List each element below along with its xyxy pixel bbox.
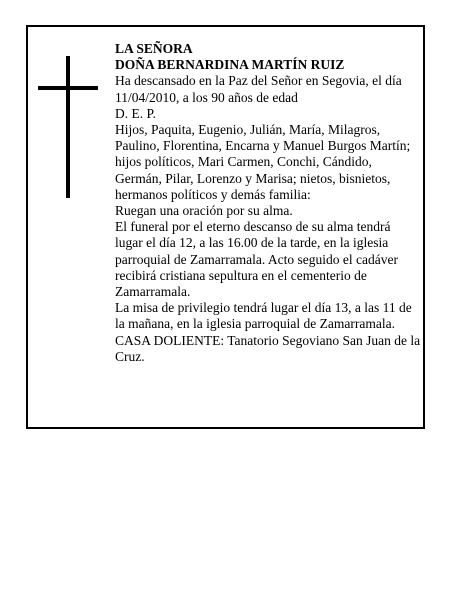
mass-details: La misa de privilegio tendrá lugar el día 13, a las 11 de la mañana, en la iglesia parroquial de Zamarramala. bbox=[115, 300, 412, 332]
deceased-name: DOÑA BERNARDINA MARTÍN RUIZ bbox=[115, 57, 345, 73]
prayer-request: Ruegan una oración por su alma. bbox=[115, 203, 293, 219]
rip-line: D. E. P. bbox=[115, 105, 156, 121]
notice-body bbox=[115, 41, 421, 365]
funeral-details: El funeral por el eterno descanso de su alma tendrá lugar el día 12, a las 16.00 de la tarde, en la iglesia parroquial de Zamarramala. Acto seguido el cadáver recibirá cristiana sepultura en el cementerio de Zamarramala. bbox=[115, 219, 398, 300]
cross-vertical-bar bbox=[66, 56, 70, 198]
obituary-notice bbox=[26, 25, 425, 429]
death-announcement: Ha descansado en la Paz del Señor en Segovia, el día 11/04/2010, a los 90 años de edad bbox=[115, 73, 402, 105]
latin-cross-icon bbox=[38, 56, 98, 198]
mourning-house: CASA DOLIENTE: Tanatorio Segoviano San Juan de la Cruz. bbox=[115, 332, 421, 364]
family-list: Hijos, Paquita, Eugenio, Julián, María, Milagros, Paulino, Florentina, Encarna y Manuel Burgos Martín; hijos políticos, Mari Carmen, Conchi, Cándido, Germán, Pilar, Lorenzo y Marisa; nietos, bisnietos, hermanos políticos y demás familia: bbox=[115, 122, 411, 202]
notice-title: LA SEÑORA bbox=[115, 41, 193, 56]
cross-horizontal-bar bbox=[38, 86, 98, 90]
